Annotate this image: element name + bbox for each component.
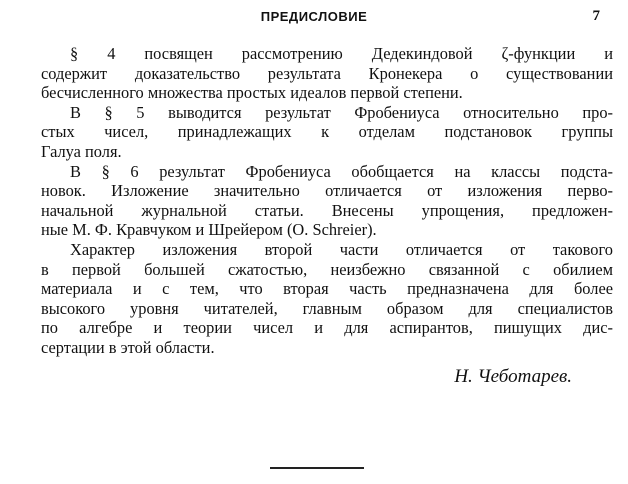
preface-body — [41, 44, 613, 358]
paragraph-1-line-2: содержит доказательство результата Кронекера о существовании — [41, 63, 613, 83]
paragraph-3-line-3: начальной журнальной статьи. Внесены упрощения, предложен- — [41, 200, 613, 220]
paragraph-4-line-6: сертации в этой области. — [41, 337, 215, 357]
page-number: 7 — [592, 8, 600, 24]
paragraph-3-line-4: ные М. Ф. Кравчуком и Шрейером (O. Schreier). — [41, 220, 377, 240]
paragraph-3-line-1: В § 6 результат Фробениуса обобщается на классы подста- — [70, 161, 613, 181]
paragraph-3-line-2: новок. Изложение значительно отличается от изложения перво- — [41, 181, 613, 201]
paragraph-1-line-3: бесчисленного множества простых идеалов первой степени. — [41, 83, 463, 103]
page-header-title: ПРЕДИСЛОВИЕ — [260, 9, 368, 24]
paragraph-4-line-2: в первой большей сжатостью, неизбежно связанной с обилием — [41, 259, 613, 279]
paragraph-2-line-2: стых чисел, принадлежащих к отделам подстановок группы — [41, 122, 613, 142]
author-signature: Н. Чеботарев. — [454, 366, 572, 387]
paragraph-4-line-5: по алгебре и теории чисел и для аспирантов, пишущих дис- — [41, 318, 613, 338]
paragraph-2-line-3: Галуа поля. — [41, 141, 122, 161]
bottom-rule — [270, 467, 364, 469]
paragraph-1-line-1: § 4 посвящен рассмотрению Дедекиндовой ζ-функции и — [70, 44, 613, 63]
paragraph-2-line-1: В § 5 выводится результат Фробениуса относительно про- — [70, 102, 613, 122]
paragraph-4-line-3: материала и с тем, что вторая часть предназначена для более — [41, 279, 613, 299]
paragraph-4-line-1: Характер изложения второй части отличается от такового — [70, 239, 613, 259]
paragraph-4-line-4: высокого уровня читателей, главным образом для специалистов — [41, 298, 613, 318]
